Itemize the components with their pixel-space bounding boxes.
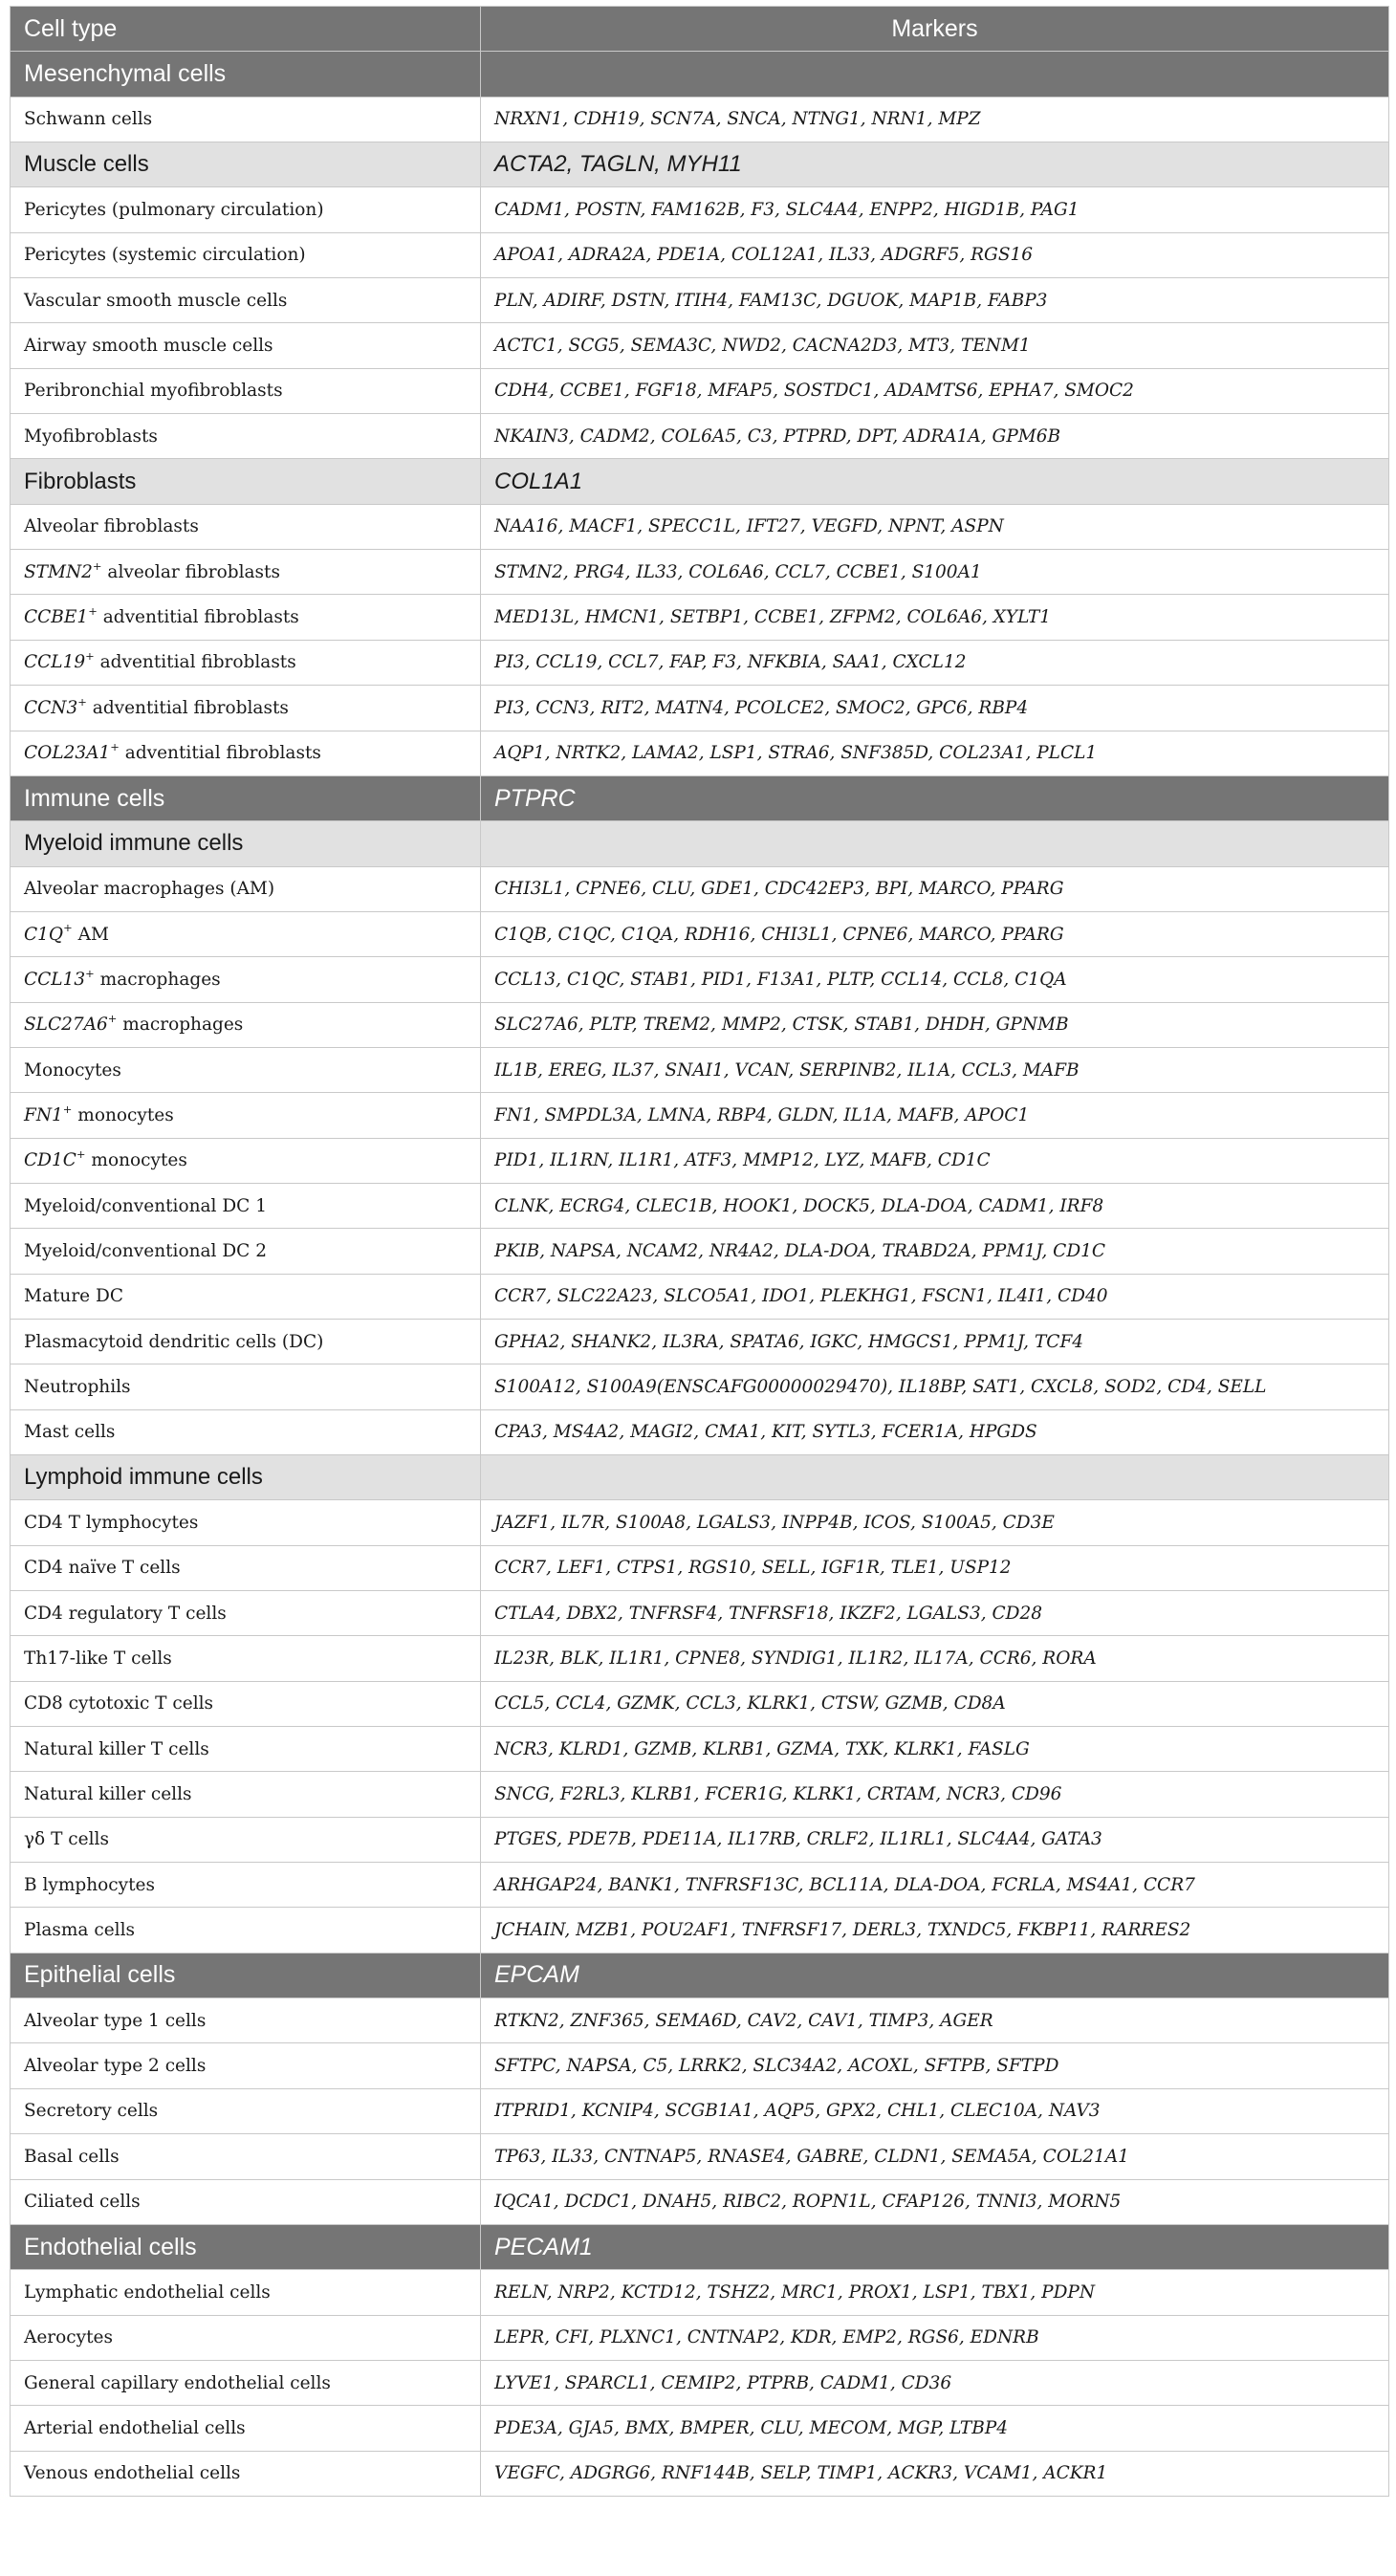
cell-type-cell xyxy=(11,640,481,685)
cell-type-cell: Natural killer T cells xyxy=(11,1727,481,1772)
cell-type-cell: Schwann cells xyxy=(11,97,481,142)
markers-cell: COL1A1 xyxy=(481,459,1389,504)
cell-type-cell: Myeloid immune cells xyxy=(11,821,481,866)
table-row xyxy=(11,1545,1389,1590)
positive-superscript: + xyxy=(107,1011,118,1025)
markers-cell: PECAM1 xyxy=(481,2224,1389,2269)
markers-cell: ACTC1, SCG5, SEMA3C, NWD2, CACNA2D3, MT3, TENM1 xyxy=(481,323,1389,368)
table-row xyxy=(11,2179,1389,2224)
markers-cell: CTLA4, DBX2, TNFRSF4, TNFRSF18, IKZF2, LGALS3, CD28 xyxy=(481,1591,1389,1636)
cell-type-markers-table xyxy=(10,6,1389,2497)
cell-type-label: monocytes xyxy=(72,1104,174,1125)
cell-type-label: alveolar fibroblasts xyxy=(101,561,280,582)
table-row xyxy=(11,640,1389,685)
cell-type-cell xyxy=(11,911,481,956)
table-row xyxy=(11,1681,1389,1726)
table-row xyxy=(11,1998,1389,2043)
cell-type-cell: Mesenchymal cells xyxy=(11,52,481,97)
table-row xyxy=(11,1591,1389,1636)
table-header-row xyxy=(11,7,1389,52)
markers-cell: CCR7, SLC22A23, SLCO5A1, IDO1, PLEKHG1, FSCN1, IL4I1, CD40 xyxy=(481,1274,1389,1319)
cell-type-cell: Myeloid/conventional DC 2 xyxy=(11,1229,481,1274)
markers-cell: TP63, IL33, CNTNAP5, RNASE4, GABRE, CLDN1, SEMA5A, COL21A1 xyxy=(481,2134,1389,2179)
cell-type-label: adventitial fibroblasts xyxy=(86,697,289,718)
markers-cell: NCR3, KLRD1, GZMB, KLRB1, GZMA, TXK, KLRK1, FASLG xyxy=(481,1727,1389,1772)
positive-superscript: + xyxy=(85,966,95,980)
table-row xyxy=(11,1183,1389,1228)
cell-type-cell: Th17-like T cells xyxy=(11,1636,481,1681)
markers-cell: PTGES, PDE7B, PDE11A, IL17RB, CRLF2, IL1RL1, SLC4A4, GATA3 xyxy=(481,1817,1389,1862)
cell-type-cell: Pericytes (systemic circulation) xyxy=(11,232,481,277)
markers-cell: NRXN1, CDH19, SCN7A, SNCA, NTNG1, NRN1, MPZ xyxy=(481,97,1389,142)
markers-cell: SLC27A6, PLTP, TREM2, MMP2, CTSK, STAB1, DHDH, GPNMB xyxy=(481,1002,1389,1047)
markers-cell: FN1, SMPDL3A, LMNA, RBP4, GLDN, IL1A, MAFB, APOC1 xyxy=(481,1093,1389,1138)
table-row xyxy=(11,1319,1389,1364)
gene-prefix: CCL19 xyxy=(24,652,86,673)
markers-cell: EPCAM xyxy=(481,1953,1389,1997)
positive-superscript: + xyxy=(85,649,95,664)
markers-cell: RTKN2, ZNF365, SEMA6D, CAV2, CAV1, TIMP3, AGER xyxy=(481,1998,1389,2043)
table-row xyxy=(11,2406,1389,2451)
cell-type-label: macrophages xyxy=(117,1015,244,1036)
table-row xyxy=(11,686,1389,731)
gene-prefix: STMN2 xyxy=(24,561,93,582)
cell-type-cell: Natural killer cells xyxy=(11,1772,481,1817)
category-row xyxy=(11,52,1389,97)
cell-type-cell: Mature DC xyxy=(11,1274,481,1319)
markers-cell: PI3, CCL19, CCL7, FAP, F3, NFKBIA, SAA1, CXCL12 xyxy=(481,640,1389,685)
table-row xyxy=(11,866,1389,911)
table-row xyxy=(11,2270,1389,2315)
table-row xyxy=(11,2315,1389,2360)
gene-prefix: COL23A1 xyxy=(24,743,111,764)
header-cell-type: Cell type xyxy=(11,7,481,52)
cell-type-cell: Basal cells xyxy=(11,2134,481,2179)
cell-type-cell: Alveolar macrophages (AM) xyxy=(11,866,481,911)
table-row xyxy=(11,2451,1389,2496)
markers-cell: ACTA2, TAGLN, MYH11 xyxy=(481,142,1389,187)
markers-cell: LYVE1, SPARCL1, CEMIP2, PTPRB, CADM1, CD36 xyxy=(481,2360,1389,2405)
markers-cell: SNCG, F2RL3, KLRB1, FCER1G, KLRK1, CRTAM, NCR3, CD96 xyxy=(481,1772,1389,1817)
table-row xyxy=(11,1500,1389,1545)
markers-cell: PTPRC xyxy=(481,775,1389,820)
cell-type-cell xyxy=(11,1093,481,1138)
table-row xyxy=(11,1636,1389,1681)
cell-type-cell: Endothelial cells xyxy=(11,2224,481,2269)
table-row xyxy=(11,1047,1389,1092)
cell-type-cell: Alveolar fibroblasts xyxy=(11,504,481,549)
gene-prefix: C1Q xyxy=(24,924,64,945)
gene-prefix: CCL13 xyxy=(24,969,86,990)
cell-type-cell: Alveolar type 2 cells xyxy=(11,2043,481,2088)
cell-type-cell xyxy=(11,595,481,640)
cell-type-cell: Neutrophils xyxy=(11,1364,481,1409)
table-row xyxy=(11,957,1389,1002)
table-row xyxy=(11,323,1389,368)
markers-cell: CCL13, C1QC, STAB1, PID1, F13A1, PLTP, CCL14, CCL8, C1QA xyxy=(481,957,1389,1002)
markers-cell: APOA1, ADRA2A, PDE1A, COL12A1, IL33, ADGRF5, RGS16 xyxy=(481,232,1389,277)
cell-type-cell: CD4 T lymphocytes xyxy=(11,1500,481,1545)
cell-type-cell: Lymphoid immune cells xyxy=(11,1455,481,1500)
gene-prefix: CD1C xyxy=(24,1150,76,1171)
table-row xyxy=(11,1364,1389,1409)
cell-type-cell xyxy=(11,1138,481,1183)
cell-type-cell: Plasma cells xyxy=(11,1908,481,1953)
table-row xyxy=(11,1727,1389,1772)
subcategory-row xyxy=(11,821,1389,866)
markers-cell: IL1B, EREG, IL37, SNAI1, VCAN, SERPINB2, IL1A, CCL3, MAFB xyxy=(481,1047,1389,1092)
table-row xyxy=(11,1093,1389,1138)
cell-type-cell xyxy=(11,686,481,731)
markers-cell: CCR7, LEF1, CTPS1, RGS10, SELL, IGF1R, TLE1, USP12 xyxy=(481,1545,1389,1590)
markers-cell: PI3, CCN3, RIT2, MATN4, PCOLCE2, SMOC2, GPC6, RBP4 xyxy=(481,686,1389,731)
cell-type-cell xyxy=(11,1002,481,1047)
gene-prefix: CCN3 xyxy=(24,697,78,718)
markers-cell: S100A12, S100A9(ENSCAFG00000029470), IL18BP, SAT1, CXCL8, SOD2, CD4, SELL xyxy=(481,1364,1389,1409)
table-row xyxy=(11,97,1389,142)
cell-type-cell: Peribronchial myofibroblasts xyxy=(11,368,481,413)
table-row xyxy=(11,1817,1389,1862)
markers-cell: SFTPC, NAPSA, C5, LRRK2, SLC34A2, ACOXL, SFTPB, SFTPD xyxy=(481,2043,1389,2088)
positive-superscript: + xyxy=(77,694,87,709)
markers-cell xyxy=(481,1455,1389,1500)
cell-type-cell: Epithelial cells xyxy=(11,1953,481,1997)
markers-cell: JAZF1, IL7R, S100A8, LGALS3, INPP4B, ICOS, S100A5, CD3E xyxy=(481,1500,1389,1545)
cell-type-cell: Myofibroblasts xyxy=(11,414,481,459)
cell-type-cell: Monocytes xyxy=(11,1047,481,1092)
cell-type-cell: General capillary endothelial cells xyxy=(11,2360,481,2405)
category-row xyxy=(11,2224,1389,2269)
markers-cell: JCHAIN, MZB1, POU2AF1, TNFRSF17, DERL3, TXNDC5, FKBP11, RARRES2 xyxy=(481,1908,1389,1953)
subcategory-row xyxy=(11,1455,1389,1500)
table-row xyxy=(11,731,1389,775)
positive-superscript: + xyxy=(62,1102,73,1116)
cell-type-cell: Fibroblasts xyxy=(11,459,481,504)
cell-type-cell: CD8 cytotoxic T cells xyxy=(11,1681,481,1726)
markers-cell: LEPR, CFI, PLXNC1, CNTNAP2, KDR, EMP2, RGS6, EDNRB xyxy=(481,2315,1389,2360)
cell-type-cell: Pericytes (pulmonary circulation) xyxy=(11,187,481,232)
table-row xyxy=(11,1002,1389,1047)
markers-cell: C1QB, C1QC, C1QA, RDH16, CHI3L1, CPNE6, MARCO, PPARG xyxy=(481,911,1389,956)
cell-type-cell: Muscle cells xyxy=(11,142,481,187)
markers-cell: MED13L, HMCN1, SETBP1, CCBE1, ZFPM2, COL6A6, XYLT1 xyxy=(481,595,1389,640)
gene-prefix: CCBE1 xyxy=(24,607,89,628)
cell-type-cell: Mast cells xyxy=(11,1409,481,1454)
cell-type-cell xyxy=(11,550,481,595)
table-row xyxy=(11,1409,1389,1454)
table-row xyxy=(11,1772,1389,1817)
header-markers: Markers xyxy=(481,7,1389,52)
markers-cell: CCL5, CCL4, GZMK, CCL3, KLRK1, CTSW, GZMB, CD8A xyxy=(481,1681,1389,1726)
markers-cell: CLNK, ECRG4, CLEC1B, HOOK1, DOCK5, DLA-DOA, CADM1, IRF8 xyxy=(481,1183,1389,1228)
markers-cell: GPHA2, SHANK2, IL3RA, SPATA6, IGKC, HMGCS1, PPM1J, TCF4 xyxy=(481,1319,1389,1364)
table-row xyxy=(11,2360,1389,2405)
markers-cell: IQCA1, DCDC1, DNAH5, RIBC2, ROPN1L, CFAP126, TNNI3, MORN5 xyxy=(481,2179,1389,2224)
table-row xyxy=(11,414,1389,459)
cell-type-cell: Lymphatic endothelial cells xyxy=(11,2270,481,2315)
markers-cell: PDE3A, GJA5, BMX, BMPER, CLU, MECOM, MGP, LTBP4 xyxy=(481,2406,1389,2451)
table-row xyxy=(11,504,1389,549)
markers-cell: PLN, ADIRF, DSTN, ITIH4, FAM13C, DGUOK, MAP1B, FABP3 xyxy=(481,278,1389,323)
markers-cell: PKIB, NAPSA, NCAM2, NR4A2, DLA-DOA, TRABD2A, PPM1J, CD1C xyxy=(481,1229,1389,1274)
positive-superscript: + xyxy=(63,921,73,935)
markers-cell: NKAIN3, CADM2, COL6A5, C3, PTPRD, DPT, ADRA1A, GPM6B xyxy=(481,414,1389,459)
cell-type-label: macrophages xyxy=(94,969,221,990)
table-row xyxy=(11,278,1389,323)
cell-type-cell: Ciliated cells xyxy=(11,2179,481,2224)
table-row xyxy=(11,595,1389,640)
markers-cell: IL23R, BLK, IL1R1, CPNE8, SYNDIG1, IL1R2, IL17A, CCR6, RORA xyxy=(481,1636,1389,1681)
cell-type-label: adventitial fibroblasts xyxy=(94,652,296,673)
cell-type-cell: Vascular smooth muscle cells xyxy=(11,278,481,323)
positive-superscript: + xyxy=(76,1146,86,1161)
cell-type-cell: Alveolar type 1 cells xyxy=(11,1998,481,2043)
table-row xyxy=(11,187,1389,232)
cell-type-cell xyxy=(11,957,481,1002)
positive-superscript: + xyxy=(110,739,120,753)
cell-type-label: adventitial fibroblasts xyxy=(97,607,299,628)
markers-cell: AQP1, NRTK2, LAMA2, LSP1, STRA6, SNF385D, COL23A1, PLCL1 xyxy=(481,731,1389,775)
markers-cell xyxy=(481,821,1389,866)
markers-cell: NAA16, MACF1, SPECC1L, IFT27, VEGFD, NPNT, ASPN xyxy=(481,504,1389,549)
subcategory-row xyxy=(11,459,1389,504)
markers-cell: STMN2, PRG4, IL33, COL6A6, CCL7, CCBE1, S100A1 xyxy=(481,550,1389,595)
category-row xyxy=(11,1953,1389,1997)
cell-type-cell: Plasmacytoid dendritic cells (DC) xyxy=(11,1319,481,1364)
markers-cell: RELN, NRP2, KCTD12, TSHZ2, MRC1, PROX1, LSP1, TBX1, PDPN xyxy=(481,2270,1389,2315)
cell-type-cell: B lymphocytes xyxy=(11,1863,481,1908)
table-row xyxy=(11,232,1389,277)
gene-prefix: SLC27A6 xyxy=(24,1015,108,1036)
cell-type-label: monocytes xyxy=(85,1150,187,1171)
markers-cell: ITPRID1, KCNIP4, SCGB1A1, AQP5, GPX2, CHL1, CLEC10A, NAV3 xyxy=(481,2088,1389,2133)
cell-type-cell: Airway smooth muscle cells xyxy=(11,323,481,368)
table-row xyxy=(11,2043,1389,2088)
table-row xyxy=(11,550,1389,595)
markers-cell: CADM1, POSTN, FAM162B, F3, SLC4A4, ENPP2, HIGD1B, PAG1 xyxy=(481,187,1389,232)
markers-cell: CPA3, MS4A2, MAGI2, CMA1, KIT, SYTL3, FCER1A, HPGDS xyxy=(481,1409,1389,1454)
markers-cell: ARHGAP24, BANK1, TNFRSF13C, BCL11A, DLA-DOA, FCRLA, MS4A1, CCR7 xyxy=(481,1863,1389,1908)
gene-prefix: FN1 xyxy=(24,1104,63,1125)
table-row xyxy=(11,1138,1389,1183)
table-row xyxy=(11,1229,1389,1274)
markers-cell: CHI3L1, CPNE6, CLU, GDE1, CDC42EP3, BPI, MARCO, PPARG xyxy=(481,866,1389,911)
cell-type-cell: CD4 naïve T cells xyxy=(11,1545,481,1590)
markers-cell: CDH4, CCBE1, FGF18, MFAP5, SOSTDC1, ADAMTS6, EPHA7, SMOC2 xyxy=(481,368,1389,413)
markers-cell: PID1, IL1RN, IL1R1, ATF3, MMP12, LYZ, MAFB, CD1C xyxy=(481,1138,1389,1183)
cell-type-cell: Aerocytes xyxy=(11,2315,481,2360)
positive-superscript: + xyxy=(92,558,102,573)
table-row xyxy=(11,1274,1389,1319)
cell-type-label: adventitial fibroblasts xyxy=(119,743,321,764)
cell-type-cell: Myeloid/conventional DC 1 xyxy=(11,1183,481,1228)
table-row xyxy=(11,368,1389,413)
cell-type-cell: Secretory cells xyxy=(11,2088,481,2133)
table-row xyxy=(11,1863,1389,1908)
table-row xyxy=(11,2134,1389,2179)
cell-type-cell: Immune cells xyxy=(11,775,481,820)
cell-type-cell: CD4 regulatory T cells xyxy=(11,1591,481,1636)
positive-superscript: + xyxy=(88,603,98,618)
cell-type-cell xyxy=(11,731,481,775)
table-row xyxy=(11,2088,1389,2133)
table-row xyxy=(11,1908,1389,1953)
markers-cell: VEGFC, ADGRG6, RNF144B, SELP, TIMP1, ACKR3, VCAM1, ACKR1 xyxy=(481,2451,1389,2496)
cell-type-cell: Venous endothelial cells xyxy=(11,2451,481,2496)
cell-type-label: AM xyxy=(72,924,109,945)
subcategory-row xyxy=(11,142,1389,187)
table-row xyxy=(11,911,1389,956)
category-row xyxy=(11,775,1389,820)
markers-cell xyxy=(481,52,1389,97)
cell-type-cell: Arterial endothelial cells xyxy=(11,2406,481,2451)
cell-type-cell: γδ T cells xyxy=(11,1817,481,1862)
